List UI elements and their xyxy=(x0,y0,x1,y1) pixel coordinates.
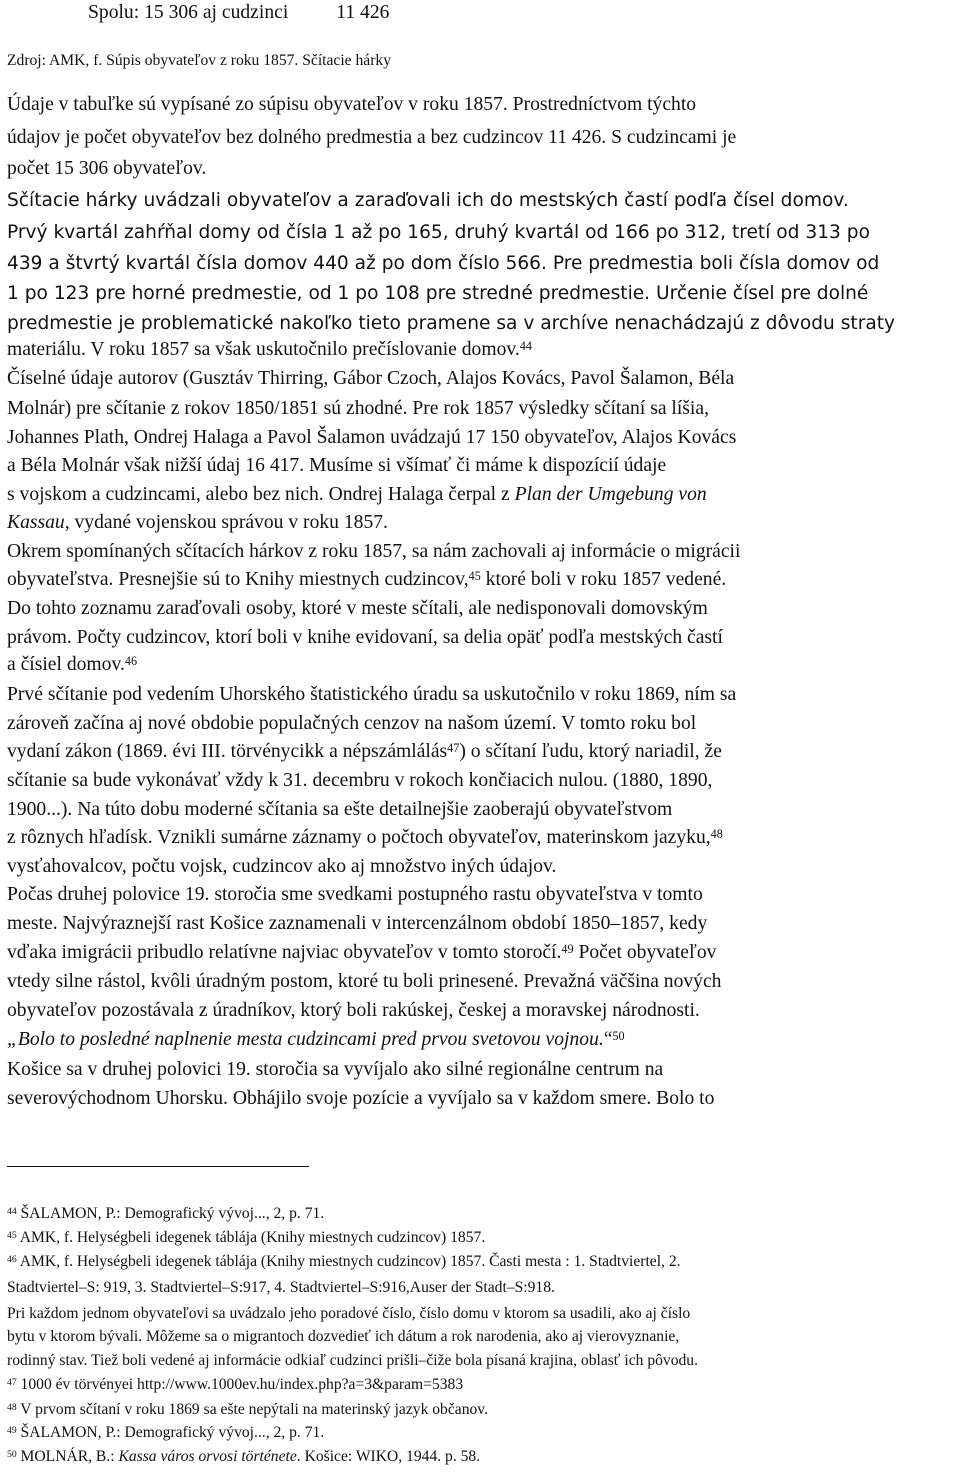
body-line-28: Počas druhej polovice 19. storočia sme svedkami postupného rastu obyvateľstva v tomto xyxy=(7,884,703,905)
body-line-24: sčítanie sa bude vykonávať vždy k 31. decembru v rokoch končiacich nulou. (1880, 1890, xyxy=(7,770,713,791)
body-line-20-text: a čísiel domov. xyxy=(7,654,125,675)
body-line-35: severovýchodnom Uhorsku. Obhájilo svoje pozície a vyvíjalo sa v každom smere. Bolo to xyxy=(7,1088,715,1109)
body-line-30 xyxy=(7,942,716,964)
body-line-9-text: materiálu. V roku 1857 sa však uskutočnilo prečíslovanie domov. xyxy=(7,339,520,360)
footnote-45 xyxy=(7,1229,485,1247)
body-line-13: a Béla Molnár však nižší údaj 16 417. Musíme si všímať či máme k dispozícií údaje xyxy=(7,455,667,476)
body-line-20 xyxy=(7,654,137,676)
body-line-5: Prvý kvartál zahŕňal domy od čísla 1 až po 165, druhý kvartál od 166 po 312, tretí od 313 po xyxy=(7,222,870,243)
body-line-30a: vďaka imigrácii pribudlo relatívne najviac obyvateľov v tomto storočí. xyxy=(7,942,562,963)
body-line-23a: vydaní zákon (1869. évi III. törvénycikk a népszámlálás xyxy=(7,741,448,762)
total-value: 11 426 xyxy=(336,2,390,23)
footnote-ref-44[interactable]: 44 xyxy=(519,338,532,353)
body-line-14 xyxy=(7,484,707,506)
footnote-44 xyxy=(7,1205,324,1223)
footnote-48-text: V prvom sčítaní v roku 1869 sa ešte nepýtali na materinský jazyk občanov. xyxy=(16,1401,488,1418)
body-line-9 xyxy=(7,339,532,361)
body-line-6: 439 a štvrtý kvartál čísla domov 440 až po dom číslo 566. Pre predmestia boli čísla domov od xyxy=(7,253,880,274)
body-line-30b: Počet obyvateľov xyxy=(573,942,717,963)
body-line-23 xyxy=(7,741,722,763)
footnote-44-text: ŠALAMON, P.: Demografický vývoj..., 2, p. 71. xyxy=(16,1205,325,1222)
body-line-15-text: vydané vojenskou správou v roku 1857. xyxy=(69,512,388,533)
footnote-number-44: 44 xyxy=(7,1205,17,1217)
footnote-45-text: AMK, f. Helységbeli idegenek táblája (Knihy miestnych cudzincov) 1857. xyxy=(16,1229,486,1246)
body-line-17a: obyvateľstva. Presnejšie sú to Knihy miestnych cudzincov, xyxy=(7,569,469,590)
footnote-number-50: 50 xyxy=(7,1448,17,1460)
plan-title-italic: Plan der Umgebung von xyxy=(514,484,707,505)
body-line-14-text: s vojskom a cudzincami, alebo bez nich. Ondrej Halaga čerpal z xyxy=(7,484,510,505)
body-line-16: Okrem spomínaných sčítacích hárkov z roku 1857, sa nám zachovali aj informácie o migrácii xyxy=(7,541,741,562)
body-line-22: zároveň začína aj nové obdobie populačných cenzov na našom území. V tomto roku bol xyxy=(7,713,697,734)
footnote-46-text-a: AMK, f. Helységbeli idegenek táblája (Knihy miestnych cudzincov) 1857. Časti mesta : 1. Stadtviertel, 2. xyxy=(16,1253,681,1270)
body-line-3: počet 15 306 obyvateľov. xyxy=(7,158,207,179)
quote-close: “ xyxy=(603,1029,613,1050)
footnote-ref-48[interactable]: 48 xyxy=(710,826,723,841)
kassau-italic: Kassau, xyxy=(7,512,70,533)
footnote-46-line-5: rodinný stav. Tiež boli vedené aj informácie odkiaľ cudzinci prišli–čiže bola písaná krajina, oblasť ich pôvodu. xyxy=(7,1352,698,1369)
footnote-number-45: 45 xyxy=(7,1229,17,1241)
total-label: Spolu: 15 306 aj cudzinci xyxy=(88,2,289,23)
footnote-ref-47[interactable]: 47 xyxy=(447,740,460,755)
footnote-number-47: 47 xyxy=(7,1376,17,1388)
body-line-7: 1 po 123 pre horné predmestie, od 1 po 108 pre stredné predmestie. Určenie čísel pre dolné xyxy=(7,283,869,304)
body-line-26 xyxy=(7,827,723,849)
total-line xyxy=(88,2,389,24)
footnote-50-title-italic: Kassa város orvosi története xyxy=(118,1448,297,1465)
body-line-33 xyxy=(7,1029,625,1051)
body-line-23b: ) o sčítaní ľudu, ktorý nariadil, že xyxy=(459,741,722,762)
footnote-47-text[interactable]: 1000 év törvényei http://www.1000ev.hu/index.php?a=3&param=5383 xyxy=(16,1376,464,1393)
body-line-27: vysťahovalcov, počtu vojsk, cudzincov ako aj množstvo iných údajov. xyxy=(7,856,557,877)
footnote-ref-46[interactable]: 46 xyxy=(124,653,138,668)
body-line-1: Údaje v tabuľke sú vypísané zo súpisu obyvateľov v roku 1857. Prostredníctvom týchto xyxy=(7,94,697,115)
body-line-10: Číselné údaje autorov (Gusztáv Thirring, Gábor Czoch, Alajos Kovács, Pavol Šalamon, Béla xyxy=(7,368,735,389)
body-line-12: Johannes Plath, Ondrej Halaga a Pavol Šalamon uvádzajú 17 150 obyvateľov, Alajos Kovács xyxy=(7,427,737,448)
footnote-49 xyxy=(7,1424,324,1442)
footnote-50-text-a: MOLNÁR, B.: xyxy=(16,1448,119,1465)
footnote-50 xyxy=(7,1448,480,1466)
body-line-31: vtedy silne rástol, kvôli úradným postom, ktoré tu boli prinesené. Prevažná väčšina nových xyxy=(7,971,722,992)
footnote-46-line-3: Pri každom jednom obyvateľovi sa uvádzalo jeho poradové číslo, číslo domu v ktorom sa usadili, ako aj číslo xyxy=(7,1305,691,1322)
quote-italic: „Bolo to posledné naplnenie mesta cudzincami pred prvou svetovou vojnou. xyxy=(7,1029,604,1050)
body-line-21: Prvé sčítanie pod vedením Uhorského štatistického úradu sa uskutočnilo v roku 1869, ním sa xyxy=(7,684,737,705)
footnote-ref-45[interactable]: 45 xyxy=(468,568,481,583)
footnote-49-text: ŠALAMON, P.: Demografický vývoj..., 2, p. 71. xyxy=(16,1424,325,1441)
body-line-19: právom. Počty cudzincov, ktorí boli v knihe evidovaní, sa delia opäť podľa mestských častí xyxy=(7,627,723,648)
footnote-47 xyxy=(7,1376,463,1394)
footnote-46-line-2: Stadtviertel–S: 919, 3. Stadtviertel–S:917, 4. Stadtviertel–S:916,Auser der Stadt–S:918. xyxy=(7,1279,555,1296)
footnote-50-text-b: . Košice: WIKO, 1944. p. 58. xyxy=(296,1448,481,1465)
body-line-34: Košice sa v druhej polovici 19. storočia sa vyvíjalo ako silné regionálne centrum na xyxy=(7,1059,664,1080)
footnote-46-line-4: bytu v ktorom bývali. Môžeme sa o migrantoch dozvedieť ich dátum a rok narodenia, ako aj vierovyznanie, xyxy=(7,1328,680,1345)
body-line-32: obyvateľov pozostávala z úradníkov, ktorý boli rakúskej, českej a moravskej národnosti. xyxy=(7,1000,700,1021)
footnote-number-46: 46 xyxy=(7,1253,17,1265)
body-line-4: Sčítacie hárky uvádzali obyvateľov a zaraďovali ich do mestských častí podľa čísel domov. xyxy=(7,190,849,211)
footnote-ref-50[interactable]: 50 xyxy=(612,1028,625,1043)
body-line-17b: ktoré boli v roku 1857 vedené. xyxy=(480,569,727,590)
body-line-18: Do tohto zoznamu zaraďovali osoby, ktoré v meste sčítali, ale nedisponovali domovským xyxy=(7,598,708,619)
body-line-17 xyxy=(7,569,726,591)
source-line: Zdroj: AMK, f. Súpis obyvateľov z roku 1857. Sčítacie hárky xyxy=(7,52,391,69)
body-line-2: údajov je počet obyvateľov bez dolného predmestia a bez cudzincov 11 426. S cudzincami je xyxy=(7,127,737,148)
footnote-separator xyxy=(7,1166,309,1167)
footnote-48 xyxy=(7,1401,488,1419)
body-line-8: predmestie je problematické nakoľko tieto pramene sa v archíve nenachádzajú z dôvodu straty xyxy=(7,313,896,334)
footnote-number-48: 48 xyxy=(7,1401,17,1413)
body-line-15 xyxy=(7,512,388,534)
body-line-11: Molnár) pre sčítanie z rokov 1850/1851 sú zhodné. Pre rok 1857 výsledky sčítaní sa líšia, xyxy=(7,398,709,419)
body-line-29: meste. Najvýraznejší rast Košice zaznamenali v intercenzálnom období 1850–1857, kedy xyxy=(7,913,708,934)
footnote-number-49: 49 xyxy=(7,1424,17,1436)
footnote-ref-49[interactable]: 49 xyxy=(561,941,574,956)
footnote-46 xyxy=(7,1253,681,1271)
body-line-25: 1900...). Na túto dobu moderné sčítania sa ešte detailnejšie zaoberajú obyvateľstvom xyxy=(7,799,673,820)
body-line-26-text: z rôznych hľadísk. Vznikli sumárne záznamy o počtoch obyvateľov, materinskom jazyku, xyxy=(7,827,711,848)
